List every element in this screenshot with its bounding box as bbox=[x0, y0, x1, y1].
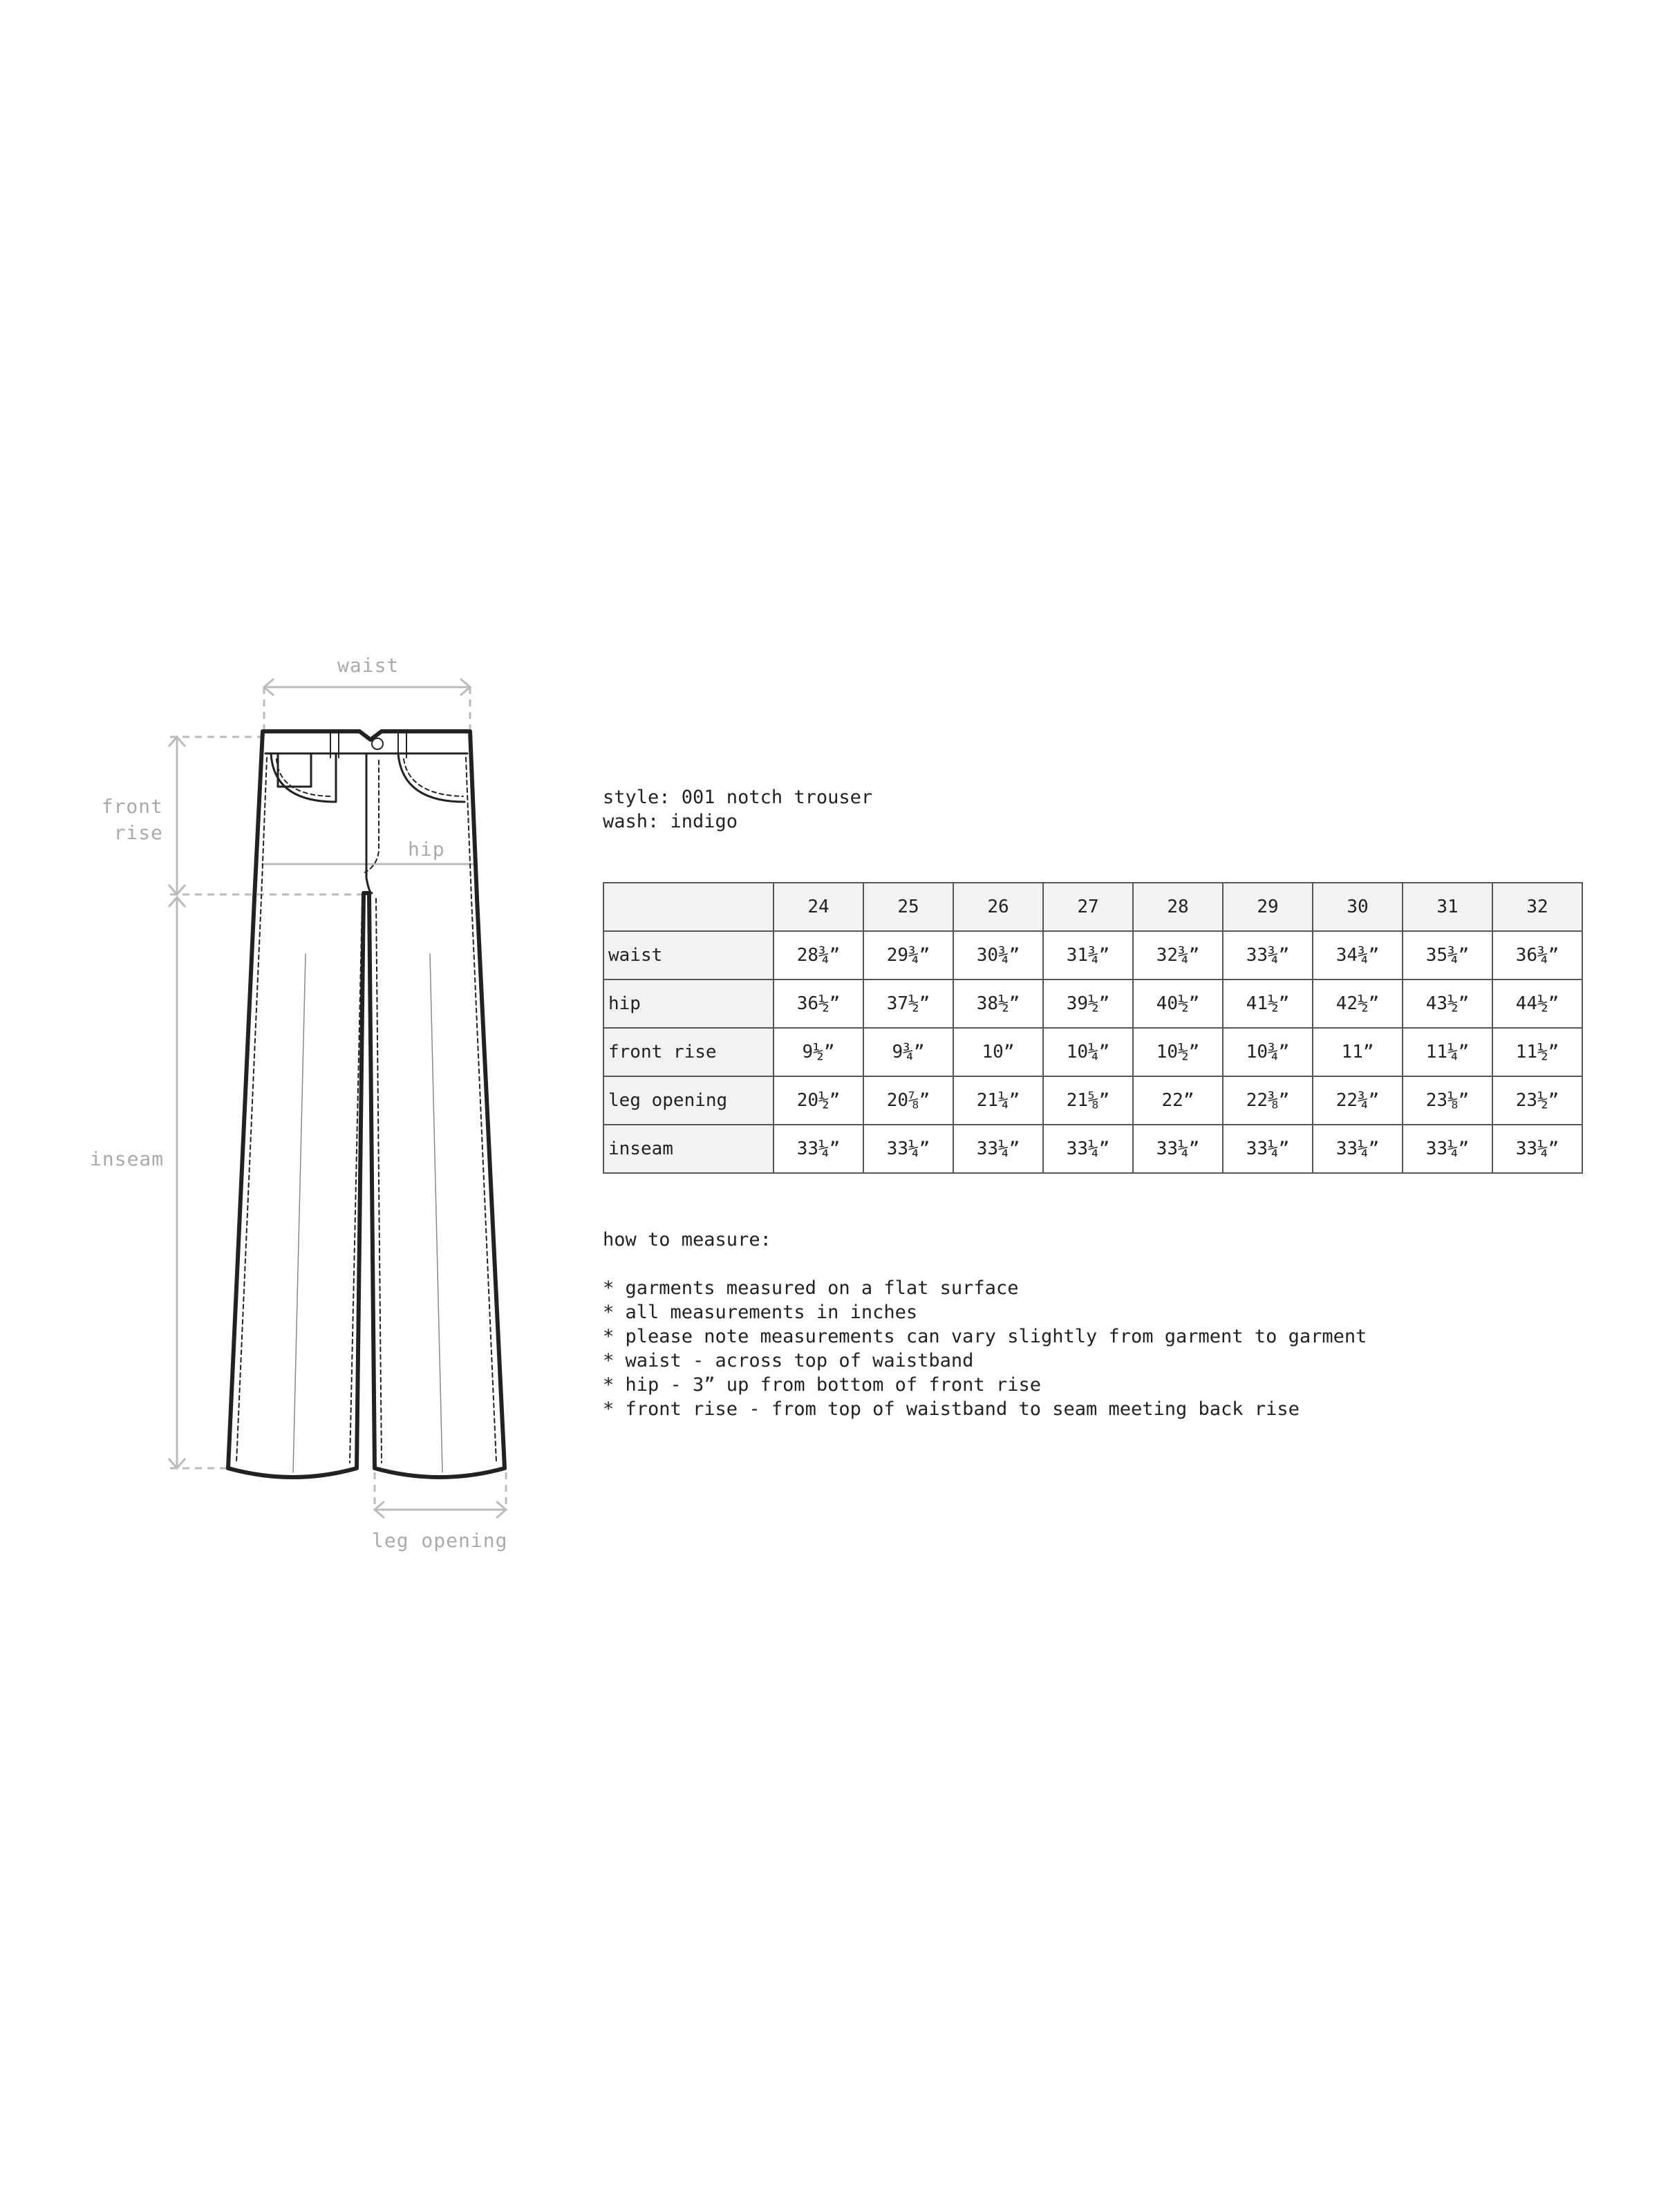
size-header-cell: 31 bbox=[1403, 883, 1492, 931]
measurement-cell: 29¾” bbox=[863, 931, 953, 980]
row-label: waist bbox=[603, 931, 774, 980]
hip-dimension-label: hip bbox=[408, 838, 445, 861]
row-label: hip bbox=[603, 980, 774, 1028]
measurement-cell: 10¼” bbox=[1043, 1028, 1133, 1076]
list-item: * garments measured on a flat surface bbox=[603, 1277, 1019, 1299]
table-row bbox=[603, 1028, 1582, 1076]
measurement-cell: 11” bbox=[1313, 1028, 1403, 1076]
measurement-cell: 33¼” bbox=[1223, 1125, 1313, 1173]
table-row bbox=[603, 1125, 1582, 1173]
measurement-cell: 33¼” bbox=[863, 1125, 953, 1173]
measurement-cell: 32¾” bbox=[1133, 931, 1223, 980]
list-item: * waist - across top of waistband bbox=[603, 1350, 974, 1371]
measurement-cell: 23½” bbox=[1492, 1076, 1582, 1125]
size-header-cell: 30 bbox=[1313, 883, 1403, 931]
list-item: * front rise - from top of waistband to seam meeting back rise bbox=[603, 1398, 1300, 1420]
measurement-cell: 11½” bbox=[1492, 1028, 1582, 1076]
size-header-cell: 25 bbox=[863, 883, 953, 931]
measurement-cell: 33¼” bbox=[1133, 1125, 1223, 1173]
row-label: front rise bbox=[603, 1028, 774, 1076]
list-item: * hip - 3” up from bottom of front rise bbox=[603, 1374, 1041, 1396]
size-header-corner bbox=[603, 883, 774, 931]
notes-spacer bbox=[603, 1252, 1367, 1276]
measurement-cell: 33¾” bbox=[1223, 931, 1313, 980]
measurement-cell: 22⅜” bbox=[1223, 1076, 1313, 1125]
size-header-cell: 29 bbox=[1223, 883, 1313, 931]
front-rise-dimension-arrow bbox=[169, 737, 371, 894]
measurement-cell: 43½” bbox=[1403, 980, 1492, 1028]
row-label: inseam bbox=[603, 1125, 774, 1173]
measurement-cell: 38½” bbox=[953, 980, 1043, 1028]
measurement-cell: 33¼” bbox=[774, 1125, 863, 1173]
measurement-cell: 33¼” bbox=[1313, 1125, 1403, 1173]
size-header-cell: 26 bbox=[953, 883, 1043, 931]
front-rise-dimension-label-line2: rise bbox=[113, 821, 163, 844]
table-row bbox=[603, 980, 1582, 1028]
wash-label: wash: indigo bbox=[603, 811, 738, 832]
measurement-cell: 33¼” bbox=[1403, 1125, 1492, 1173]
inseam-dimension-arrow bbox=[169, 897, 228, 1468]
size-chart-table bbox=[603, 882, 1583, 1174]
table-row bbox=[603, 1076, 1582, 1125]
table-row bbox=[603, 931, 1582, 980]
trouser-outline bbox=[228, 731, 505, 1477]
measurement-cell: 22¾” bbox=[1313, 1076, 1403, 1125]
size-header-cell: 24 bbox=[774, 883, 863, 931]
measurement-cell: 10¾” bbox=[1223, 1028, 1313, 1076]
front-rise-dimension-label-line1: front bbox=[101, 795, 163, 818]
waist-dimension-arrow bbox=[264, 679, 470, 734]
measurement-cell: 9¾” bbox=[863, 1028, 953, 1076]
row-label: leg opening bbox=[603, 1076, 774, 1125]
measurement-cell: 9½” bbox=[774, 1028, 863, 1076]
measurement-cell: 11¼” bbox=[1403, 1028, 1492, 1076]
leg-opening-dimension-arrow bbox=[375, 1472, 506, 1518]
measurement-cell: 44½” bbox=[1492, 980, 1582, 1028]
measurement-cell: 21⅝” bbox=[1043, 1076, 1133, 1125]
measurement-cell: 41½” bbox=[1223, 980, 1313, 1028]
measurement-cell: 23⅛” bbox=[1403, 1076, 1492, 1125]
measurement-cell: 33¼” bbox=[1043, 1125, 1133, 1173]
measurement-cell: 33¼” bbox=[953, 1125, 1043, 1173]
measurement-cell: 36¾” bbox=[1492, 931, 1582, 980]
list-item: * please note measurements can vary slightly from garment to garment bbox=[603, 1326, 1367, 1347]
measurement-cell: 39½” bbox=[1043, 980, 1133, 1028]
how-to-measure-heading: how to measure: bbox=[603, 1229, 771, 1250]
size-header-cell: 28 bbox=[1133, 883, 1223, 931]
measurement-cell: 35¾” bbox=[1403, 931, 1492, 980]
how-to-measure-notes bbox=[603, 1228, 1367, 1421]
measurement-cell: 42½” bbox=[1313, 980, 1403, 1028]
measurement-cell: 40½” bbox=[1133, 980, 1223, 1028]
size-header-cell: 32 bbox=[1492, 883, 1582, 931]
inseam-dimension-label: inseam bbox=[90, 1147, 165, 1170]
measurement-cell: 28¾” bbox=[774, 931, 863, 980]
list-item: * all measurements in inches bbox=[603, 1302, 918, 1323]
measurement-cell: 30¾” bbox=[953, 931, 1043, 980]
measurement-cell: 10” bbox=[953, 1028, 1043, 1076]
measurement-cell: 37½” bbox=[863, 980, 953, 1028]
measurement-cell: 21¼” bbox=[953, 1076, 1043, 1125]
measurement-cell: 10½” bbox=[1133, 1028, 1223, 1076]
waist-dimension-label: waist bbox=[337, 654, 400, 677]
size-header-cell: 27 bbox=[1043, 883, 1133, 931]
style-label: style: 001 notch trouser bbox=[603, 787, 873, 808]
measurement-cell: 33¼” bbox=[1492, 1125, 1582, 1173]
style-info bbox=[603, 785, 872, 834]
measurement-cell: 34¾” bbox=[1313, 931, 1403, 980]
leg-opening-dimension-label: leg opening bbox=[372, 1529, 508, 1552]
measurement-cell: 22” bbox=[1133, 1076, 1223, 1125]
measurement-cell: 36½” bbox=[774, 980, 863, 1028]
measurement-cell: 31¾” bbox=[1043, 931, 1133, 980]
measurement-cell: 20½” bbox=[774, 1076, 863, 1125]
size-header-row bbox=[603, 883, 1582, 931]
measurement-cell: 20⅞” bbox=[863, 1076, 953, 1125]
